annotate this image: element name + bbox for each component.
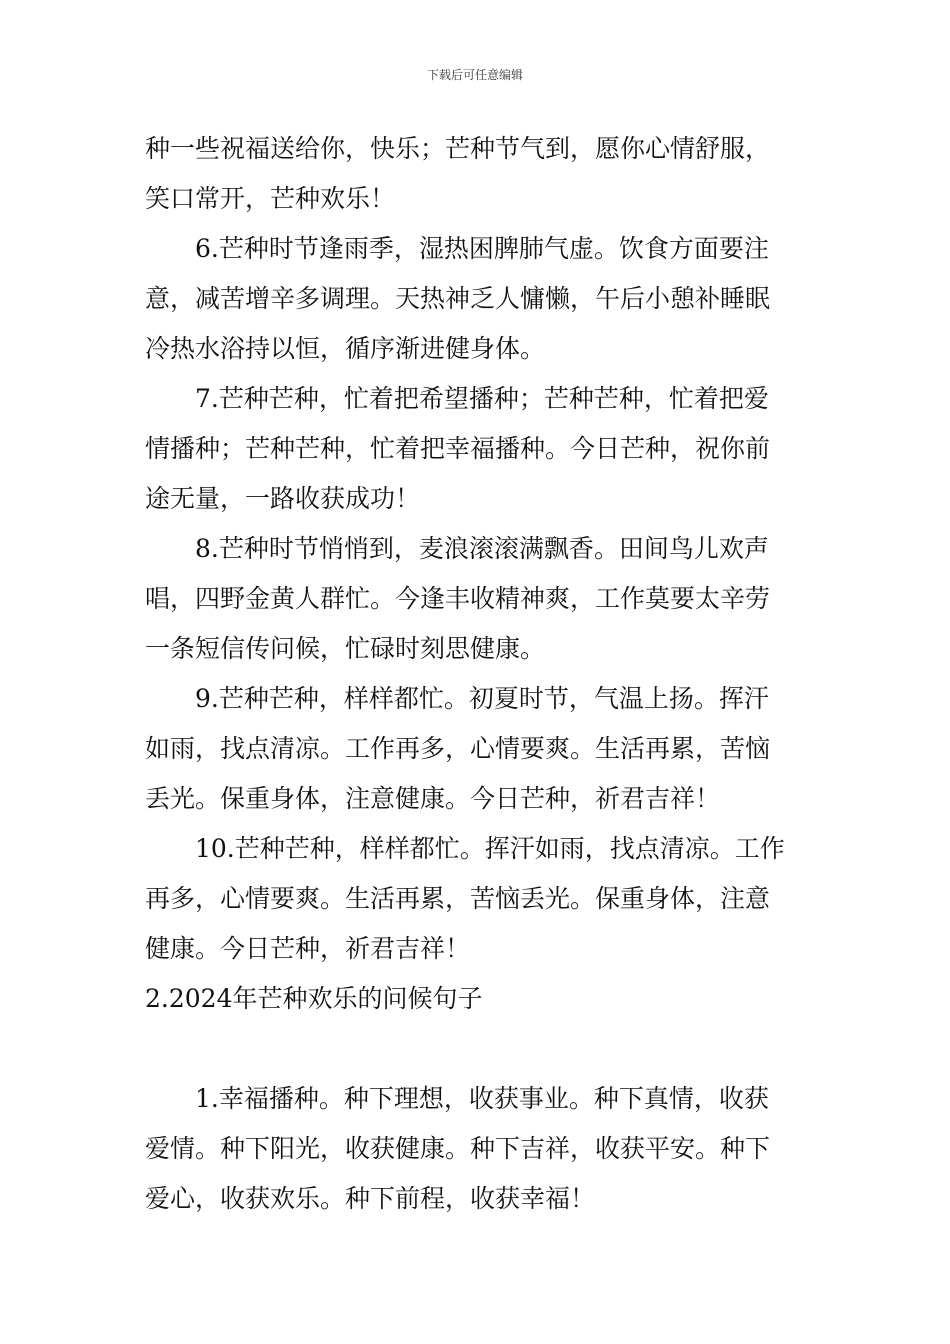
paragraph-first-line: 1.幸福播种。种下理想，收获事业。种下真情，收获	[195, 1084, 769, 1113]
text-line: 爱情。种下阳光，收获健康。种下吉祥，收获平安。种下	[145, 1134, 771, 1163]
text-line: 途无量，一路收获成功！	[145, 484, 421, 513]
text-line: 丢光。保重身体，注意健康。今日芒种，祈君吉祥！	[145, 784, 721, 813]
text-line: 再多，心情要爽。生活再累，苦恼丢光。保重身体，注意	[145, 884, 771, 913]
text-line: 如雨，找点清凉。工作再多，心情要爽。生活再累，苦恼	[145, 734, 771, 763]
text-line: 情播种；芒种芒种，忙着把幸福播种。今日芒种，祝你前	[145, 434, 771, 463]
paragraph-first-line: 8.芒种时节悄悄到，麦浪滚滚满飘香。田间鸟儿欢声	[195, 534, 769, 563]
document-body	[145, 124, 807, 1224]
paragraph-gap	[145, 1024, 807, 1074]
text-line: 冷热水浴持以恒，循序渐进健身体。	[145, 334, 546, 363]
paragraph-first-line: 9.芒种芒种，样样都忙。初夏时节，气温上扬。挥汗	[195, 684, 769, 713]
page-header-note: 下载后可任意编辑	[426, 68, 523, 82]
text-line: 意，减苦增辛多调理。天热神乏人慵懒，午后小憩补睡眠	[145, 284, 771, 313]
text-line: 种一些祝福送给你，快乐；芒种节气到，愿你心情舒服，	[145, 134, 771, 163]
text-line: 一条短信传问候，忙碌时刻思健康。	[145, 634, 546, 663]
text-line: 唱，四野金黄人群忙。今逢丰收精神爽，工作莫要太辛劳	[145, 584, 771, 613]
paragraph-first-line: 6.芒种时节逢雨季，湿热困脾肺气虚。饮食方面要注	[195, 234, 769, 263]
text-line: 笑口常开，芒种欢乐！	[145, 184, 396, 213]
paragraph-first-line: 10.芒种芒种，样样都忙。挥汗如雨，找点清凉。工作	[195, 834, 785, 863]
paragraph-first-line: 7.芒种芒种，忙着把希望播种；芒种芒种，忙着把爱	[195, 384, 769, 413]
text-line: 2.2024年芒种欢乐的问候句子	[145, 984, 483, 1013]
text-line: 爱心，收获欢乐。种下前程，收获幸福！	[145, 1184, 596, 1213]
text-line: 健康。今日芒种，祈君吉祥！	[145, 934, 471, 963]
